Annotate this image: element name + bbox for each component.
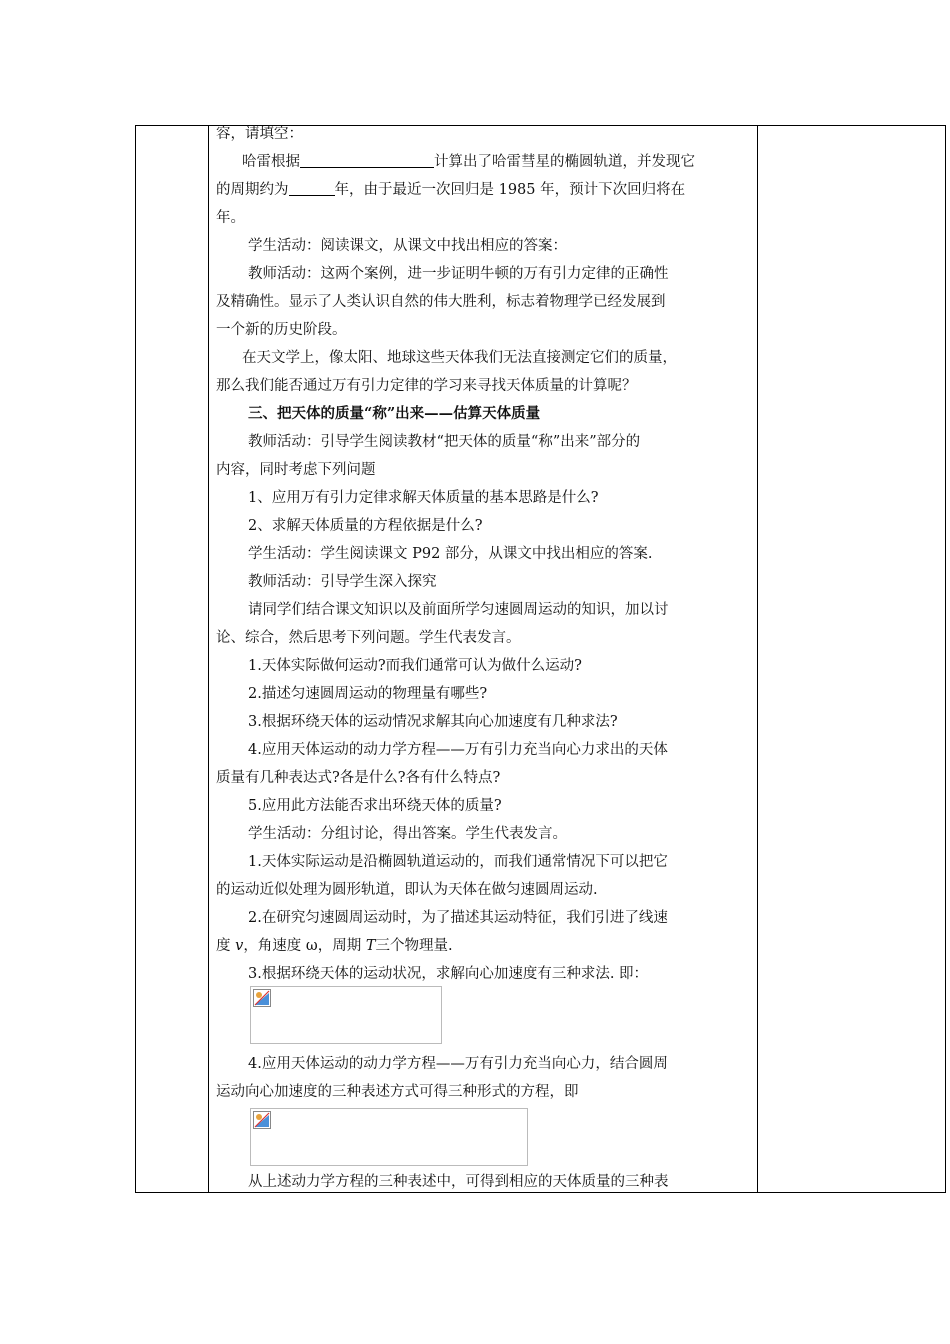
section-heading: 三、把天体的质量“称”出来——估算天体质量 bbox=[248, 405, 541, 422]
text-line: 学生活动：阅读课文，从课文中找出相应的答案： bbox=[248, 238, 567, 254]
broken-image-formula-2 bbox=[250, 1108, 528, 1166]
text-line: 学生活动：学生阅读课文 P92 部分，从课文中找出相应的答案. bbox=[248, 546, 653, 562]
text-line: 3.根据环绕天体的运动状况，求解向心加速度有三种求法. 即： bbox=[248, 966, 649, 982]
column-divider-1 bbox=[208, 126, 209, 1192]
text-line: 从上述动力学方程的三种表述中，可得到相应的天体质量的三种表 bbox=[248, 1174, 669, 1190]
text-line: 2.描述匀速圆周运动的物理量有哪些? bbox=[248, 686, 488, 702]
text-line: 请同学们结合课文知识以及前面所学匀速圆周运动的知识，加以讨 bbox=[248, 602, 669, 618]
column-divider-2 bbox=[757, 126, 758, 1192]
text-line: 一个新的历史阶段。 bbox=[216, 322, 347, 338]
text-line: 年。 bbox=[216, 210, 245, 226]
broken-image-formula-1 bbox=[250, 986, 442, 1044]
text-line: 那么我们能否通过万有引力定律的学习来寻找天体质量的计算呢？ bbox=[216, 378, 637, 394]
text-line: 教师活动：引导学生阅读教材“把天体的质量“称”出来”部分的 bbox=[248, 434, 641, 450]
text-line: 内容，同时考虑下列问题 bbox=[216, 462, 376, 478]
text-line: 运动向心加速度的三种表述方式可得三种形式的方程，即 bbox=[216, 1084, 579, 1100]
text-line: 及精确性。显示了人类认识自然的伟大胜利，标志着物理学已经发展到 bbox=[216, 294, 666, 310]
text-line: 学生活动：分组讨论，得出答案。学生代表发言。 bbox=[248, 826, 567, 842]
text-line: 哈雷根据 计算出了哈雷彗星的椭圆轨道，并发现它 bbox=[242, 154, 695, 170]
text-line: 3.根据环绕天体的运动情况求解其向心加速度有几种求法? bbox=[248, 714, 618, 730]
text-line: 5.应用此方法能否求出环绕天体的质量? bbox=[248, 798, 502, 814]
text-line: 4.应用天体运动的动力学方程——万有引力充当向心力，结合圆周 bbox=[248, 1056, 668, 1072]
text-line: 1.天体实际运动是沿椭圆轨道运动的，而我们通常情况下可以把它 bbox=[248, 854, 668, 870]
text-line: 的运动近似处理为圆形轨道，即认为天体在做匀速圆周运动. bbox=[216, 882, 598, 898]
text-line: 2.在研究匀速圆周运动时，为了描述其运动特征，我们引进了线速 bbox=[248, 910, 668, 926]
fill-blank[interactable] bbox=[300, 153, 434, 168]
text-line: 4.应用天体运动的动力学方程——万有引力充当向心力求出的天体 bbox=[248, 742, 668, 758]
text-line: 1、应用万有引力定律求解天体质量的基本思路是什么? bbox=[248, 490, 599, 506]
text-line: 论、综合，然后思考下列问题。学生代表发言。 bbox=[216, 630, 521, 646]
text-line: 教师活动：引导学生深入探究 bbox=[248, 574, 437, 590]
broken-image-icon bbox=[253, 989, 271, 1007]
fill-blank[interactable] bbox=[289, 181, 335, 196]
text-line: 1.天体实际做何运动?而我们通常可认为做什么运动? bbox=[248, 658, 582, 674]
lesson-content-cell bbox=[216, 124, 752, 1190]
text-line: 教师活动：这两个案例，进一步证明牛顿的万有引力定律的正确性 bbox=[248, 266, 669, 282]
text-line: 在天文学上，像太阳、地球这些天体我们无法直接测定它们的质量， bbox=[242, 350, 677, 366]
text-line: 质量有几种表达式?各是什么?各有什么特点? bbox=[216, 770, 501, 786]
text-line: 度 v，角速度 ω，周期 T三个物理量. bbox=[216, 938, 453, 954]
broken-image-icon bbox=[253, 1111, 271, 1129]
text-line: 容，请填空： bbox=[216, 126, 303, 142]
text-line: 2、求解天体质量的方程依据是什么? bbox=[248, 518, 483, 534]
text-line: 的周期约为 年，由于最近一次回归是 1985 年，预计下次回归将在 bbox=[216, 182, 686, 198]
